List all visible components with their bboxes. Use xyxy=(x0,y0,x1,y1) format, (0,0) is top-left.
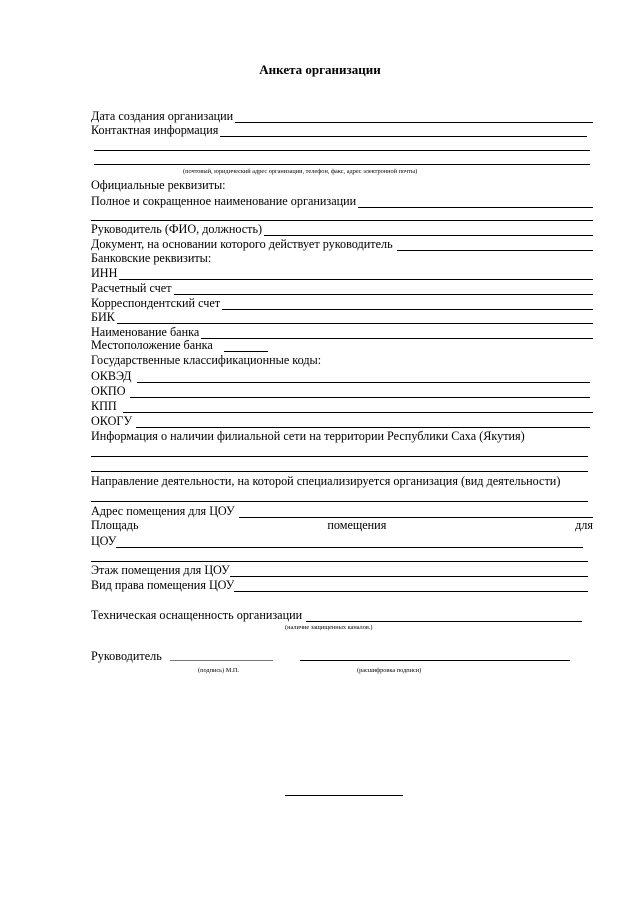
label-corr-account: Корреспондентский счет xyxy=(91,296,221,310)
label-director: Руководитель (ФИО, должность) xyxy=(91,222,263,236)
blank-line-contact-1[interactable] xyxy=(94,150,590,151)
underline-document[interactable] xyxy=(397,240,593,251)
field-bik[interactable] xyxy=(91,309,593,324)
field-full-name[interactable] xyxy=(91,193,593,208)
underline-director[interactable] xyxy=(264,225,593,236)
label-official-details: Официальные реквизиты: xyxy=(91,178,226,192)
label-full-name: Полное и сокращенное наименование организации xyxy=(91,194,357,208)
field-area[interactable] xyxy=(91,533,583,548)
label-account: Расчетный счет xyxy=(91,281,172,295)
field-corr-account[interactable] xyxy=(91,295,593,310)
underline-bank-location[interactable] xyxy=(224,351,268,352)
underline-kpp[interactable] xyxy=(123,402,593,413)
underline-okogu[interactable] xyxy=(136,417,590,428)
field-director[interactable] xyxy=(91,221,593,236)
underline-account[interactable] xyxy=(174,284,593,295)
field-floor[interactable] xyxy=(91,562,588,577)
label-state-codes: Государственные классификационные коды: xyxy=(91,353,322,367)
underline-signature-decode[interactable] xyxy=(300,660,570,661)
field-okogu[interactable] xyxy=(91,413,590,428)
label-cou-address: Адрес помещения для ЦОУ xyxy=(91,504,235,518)
label-right-type: Вид права помещения ЦОУ xyxy=(91,578,235,592)
underline-inn[interactable] xyxy=(119,269,593,280)
blank-line-contact-2[interactable] xyxy=(94,164,590,165)
footer-line xyxy=(285,795,403,796)
field-okpo[interactable] xyxy=(91,383,590,398)
field-cou-address[interactable] xyxy=(91,503,593,518)
underline-contact-info[interactable] xyxy=(220,126,587,137)
label-area-word-4: ЦОУ xyxy=(91,534,117,548)
underline-cou-address[interactable] xyxy=(239,507,593,518)
field-bank-name[interactable] xyxy=(91,324,593,339)
label-okogu: ОКОГУ xyxy=(91,414,133,428)
field-account[interactable] xyxy=(91,280,593,295)
label-date-created: Дата создания организации xyxy=(91,109,234,123)
hint-signature: (подпись) М.П. xyxy=(198,667,240,674)
field-date-created[interactable] xyxy=(91,108,593,123)
label-okpo: ОКПО xyxy=(91,384,126,398)
blank-line-activity[interactable] xyxy=(91,501,588,502)
field-tech[interactable] xyxy=(91,607,582,622)
document-title: Анкета организации xyxy=(259,62,381,77)
underline-bank-name[interactable] xyxy=(201,328,593,339)
field-okved[interactable] xyxy=(91,368,590,383)
field-kpp[interactable] xyxy=(91,398,593,413)
field-contact-info[interactable] xyxy=(91,122,587,137)
label-bik: БИК xyxy=(91,310,115,324)
label-area-row xyxy=(91,518,593,532)
label-contact-info: Контактная информация xyxy=(91,123,219,137)
label-okved: ОКВЭД xyxy=(91,369,132,383)
hint-tech: (наличие защищенных каналов.) xyxy=(285,624,373,631)
underline-right-type[interactable] xyxy=(234,581,588,592)
field-inn[interactable] xyxy=(91,265,593,280)
field-document[interactable] xyxy=(91,236,593,251)
label-tech: Техническая оснащенность организации xyxy=(91,608,303,622)
label-area-word-1: Площадь xyxy=(91,518,139,532)
underline-bik[interactable] xyxy=(117,313,593,324)
underline-area[interactable] xyxy=(116,537,583,548)
label-kpp: КПП xyxy=(91,399,117,413)
underline-okved[interactable] xyxy=(137,372,590,383)
blank-line-branch-2[interactable] xyxy=(91,471,588,472)
blank-line-branch-1[interactable] xyxy=(91,456,588,457)
underline-signature[interactable] xyxy=(170,660,273,661)
label-document: Документ, на основании которого действует руководитель xyxy=(91,237,393,251)
label-area-word-2: помещения xyxy=(327,518,387,532)
label-sign: Руководитель xyxy=(91,649,162,663)
label-bank-details: Банковские реквизиты: xyxy=(91,251,212,265)
underline-okpo[interactable] xyxy=(130,387,590,398)
hint-signature-decode: (расшифровка подписи) xyxy=(357,667,422,674)
underline-full-name[interactable] xyxy=(358,197,593,208)
label-branch-info: Информация о наличии филиальной сети на территории Республики Саха (Якутия) xyxy=(91,429,525,443)
label-bank-location: Местоположение банка xyxy=(91,338,213,352)
underline-tech[interactable] xyxy=(306,611,582,622)
label-area-word-3: для xyxy=(575,518,593,532)
label-bank-name: Наименование банка xyxy=(91,325,200,339)
field-right-type[interactable] xyxy=(91,577,588,592)
label-floor: Этаж помещения для ЦОУ xyxy=(91,563,230,577)
underline-floor[interactable] xyxy=(230,566,588,577)
label-activity: Направление деятельности, на которой специализируется организация (вид деятельности) xyxy=(91,474,561,488)
hint-contact: (почтовый, юридический адрес организации, телефон, факс, адрес электронной почты) xyxy=(183,168,418,175)
label-inn: ИНН xyxy=(91,266,118,280)
